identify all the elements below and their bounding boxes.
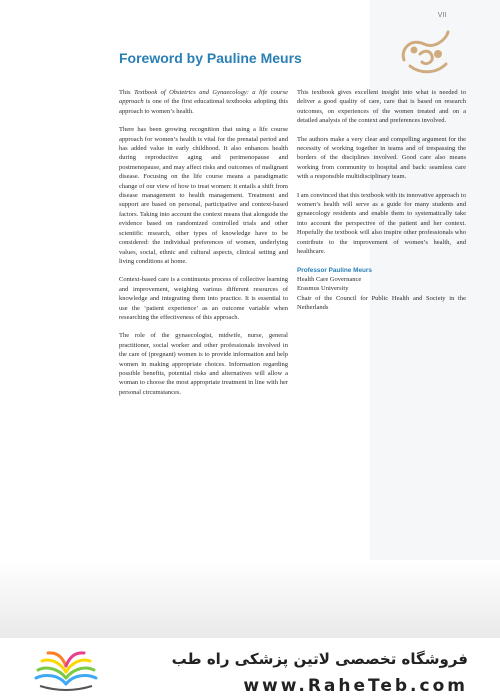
book-title-italic: Textbook of Obstetrics and Gynaecology: a life course approach bbox=[119, 89, 289, 106]
page-number: VII bbox=[437, 12, 447, 19]
signature-affiliation: Erasmus University bbox=[297, 285, 349, 293]
paragraph: This textbook gives excellent insight into what is needed to deliver a good quality of care, care that is based on research outcomes, on experiences of the women treated and on a detailed analysis of the context and preferences involved. bbox=[297, 89, 466, 125]
signature-affiliation: Chair of the Council for Public Health and Society in the Netherlands bbox=[297, 294, 466, 312]
paragraph: I am convinced that this textbook with its innovative approach to women’s health will serve as a guide for many students and gynaecology residents and enable them to systematically take into account the perspective of the patient and her context. Hopefully the textbook will also inspire other professionals who contribute to the improvement of women’s health, and healthcare. bbox=[297, 191, 466, 256]
left-text-column bbox=[119, 88, 288, 406]
paragraph-prefix: This bbox=[119, 89, 134, 96]
rahe-teb-watermark-logo bbox=[390, 20, 460, 90]
signature-block bbox=[297, 266, 466, 313]
paragraph-rest: is one of the first educational textbooks adopting this approach to women’s health. bbox=[119, 98, 288, 115]
paragraph bbox=[119, 88, 288, 116]
paragraph: There has been growing recognition that using a life course approach for women’s health is vital for the prenatal period and has added value in early childhood. It also enhances health during reproductive aging and perimenopause and postmenopause, and may affect risks and outcomes of malignant disease. Focusing on the life course means a paradigmatic change of our view of how to treat women: it entails a shift from disease management to health management. Treatment and support are based on personal, participative and context-based factors. Taking into account the context means that alongside the evidence based on randomized controlled trials and other scientific research, other types of knowledge have to be considered: the individual preferences of women, underlying values, social, ethnic and cultural aspects, clinical setting and living conditions at home. bbox=[119, 126, 288, 265]
footer-banner bbox=[0, 638, 500, 700]
open-book-rainbow-logo bbox=[30, 644, 102, 694]
store-name: فروشگاه تخصصی لاتین پزشکی راه طب bbox=[171, 650, 468, 668]
signature-name: Professor Pauline Meurs bbox=[297, 266, 372, 274]
paragraph: The authors make a very clear and compelling argument for the necessity of working together in teams and of trespassing the borders of the disciplines involved. Good care also means working from community to hospital and back: seamless care with a responsible multidisciplinary team. bbox=[297, 135, 466, 181]
page-title: Foreword by Pauline Meurs bbox=[119, 50, 302, 66]
paragraph: Context-based care is a continuous process of collective learning and improvement, weighing various different resources of knowledge and integrating them into practice. It is essential to use the ‘patient experience’ as an outcome variable when researching the effectiveness of this approach. bbox=[119, 276, 288, 321]
paragraph: The role of the gynaecologist, midwife, nurse, general practitioner, social worker and other professionals involved in the care of (pregnant) women is to provide information and help women in making appropriate choices. Information regarding possible benefits, potential risks and alternatives will allow a woman to choose the most appropriate treatment in line with her personal circumstances. bbox=[119, 332, 288, 396]
signature-affiliation: Health Care Governance bbox=[297, 275, 362, 283]
store-url[interactable]: www.RaheTeb.com bbox=[243, 676, 468, 696]
right-text-column bbox=[297, 88, 466, 313]
